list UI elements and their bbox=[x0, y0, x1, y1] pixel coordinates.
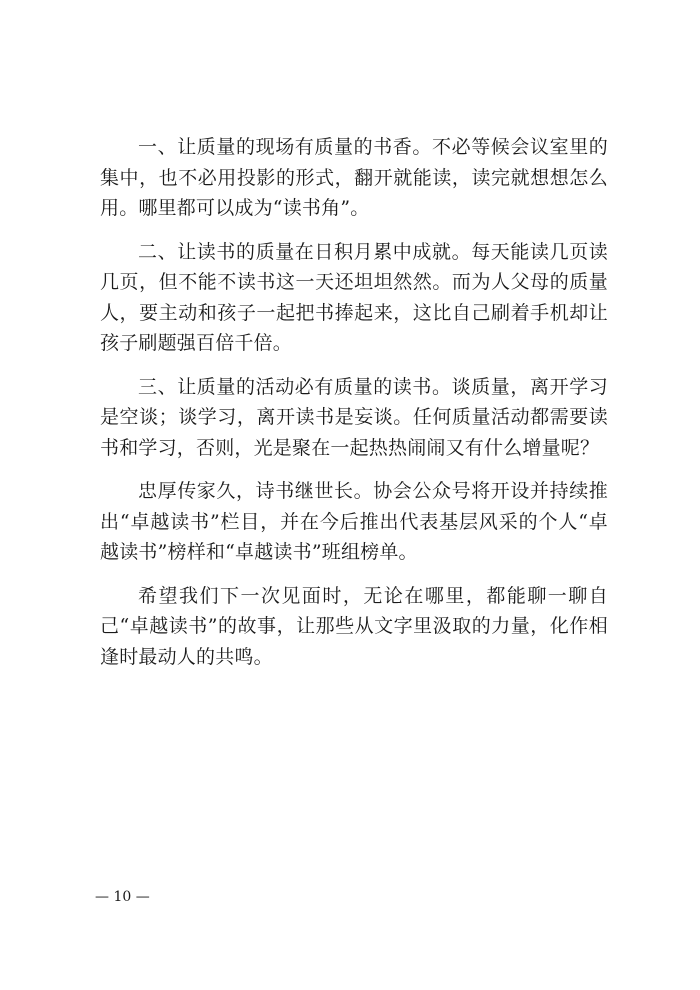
paragraph-1: 一、让质量的现场有质量的书香。不必等候会议室里的集中，也不必用投影的形式，翻开就能读，读完就想想怎么用。哪里都可以成为“读书角”。 bbox=[100, 136, 608, 219]
paragraph-2: 二、让读书的质量在日积月累中成就。每天能读几页读几页，但不能不读书这一天还坦坦然然。而为人父母的质量人，要主动和孩子一起把书捧起来，这比自己刷着手机却让孩子刷题强百倍千倍。 bbox=[100, 240, 608, 354]
document-body bbox=[100, 132, 608, 685]
paragraph-5: 希望我们下一次见面时，无论在哪里，都能聊一聊自己“卓越读书”的故事，让那些从文字里汲取的力量，化作相逢时最动人的共鸣。 bbox=[100, 584, 608, 668]
paragraph-4: 忠厚传家久，诗书继世长。协会公众号将开设并持续推出“卓越读书”栏目，并在今后推出代表基层风采的个人“卓越读书”榜样和“卓越读书”班组榜单。 bbox=[100, 480, 608, 563]
page-number: — 10 — bbox=[95, 889, 150, 905]
paragraph-3: 三、让质量的活动必有质量的读书。谈质量，离开学习是空谈；谈学习，离开读书是妄谈。任何质量活动都需要读书和学习，否则，光是聚在一起热热闹闹又有什么增量呢？ bbox=[100, 375, 608, 459]
